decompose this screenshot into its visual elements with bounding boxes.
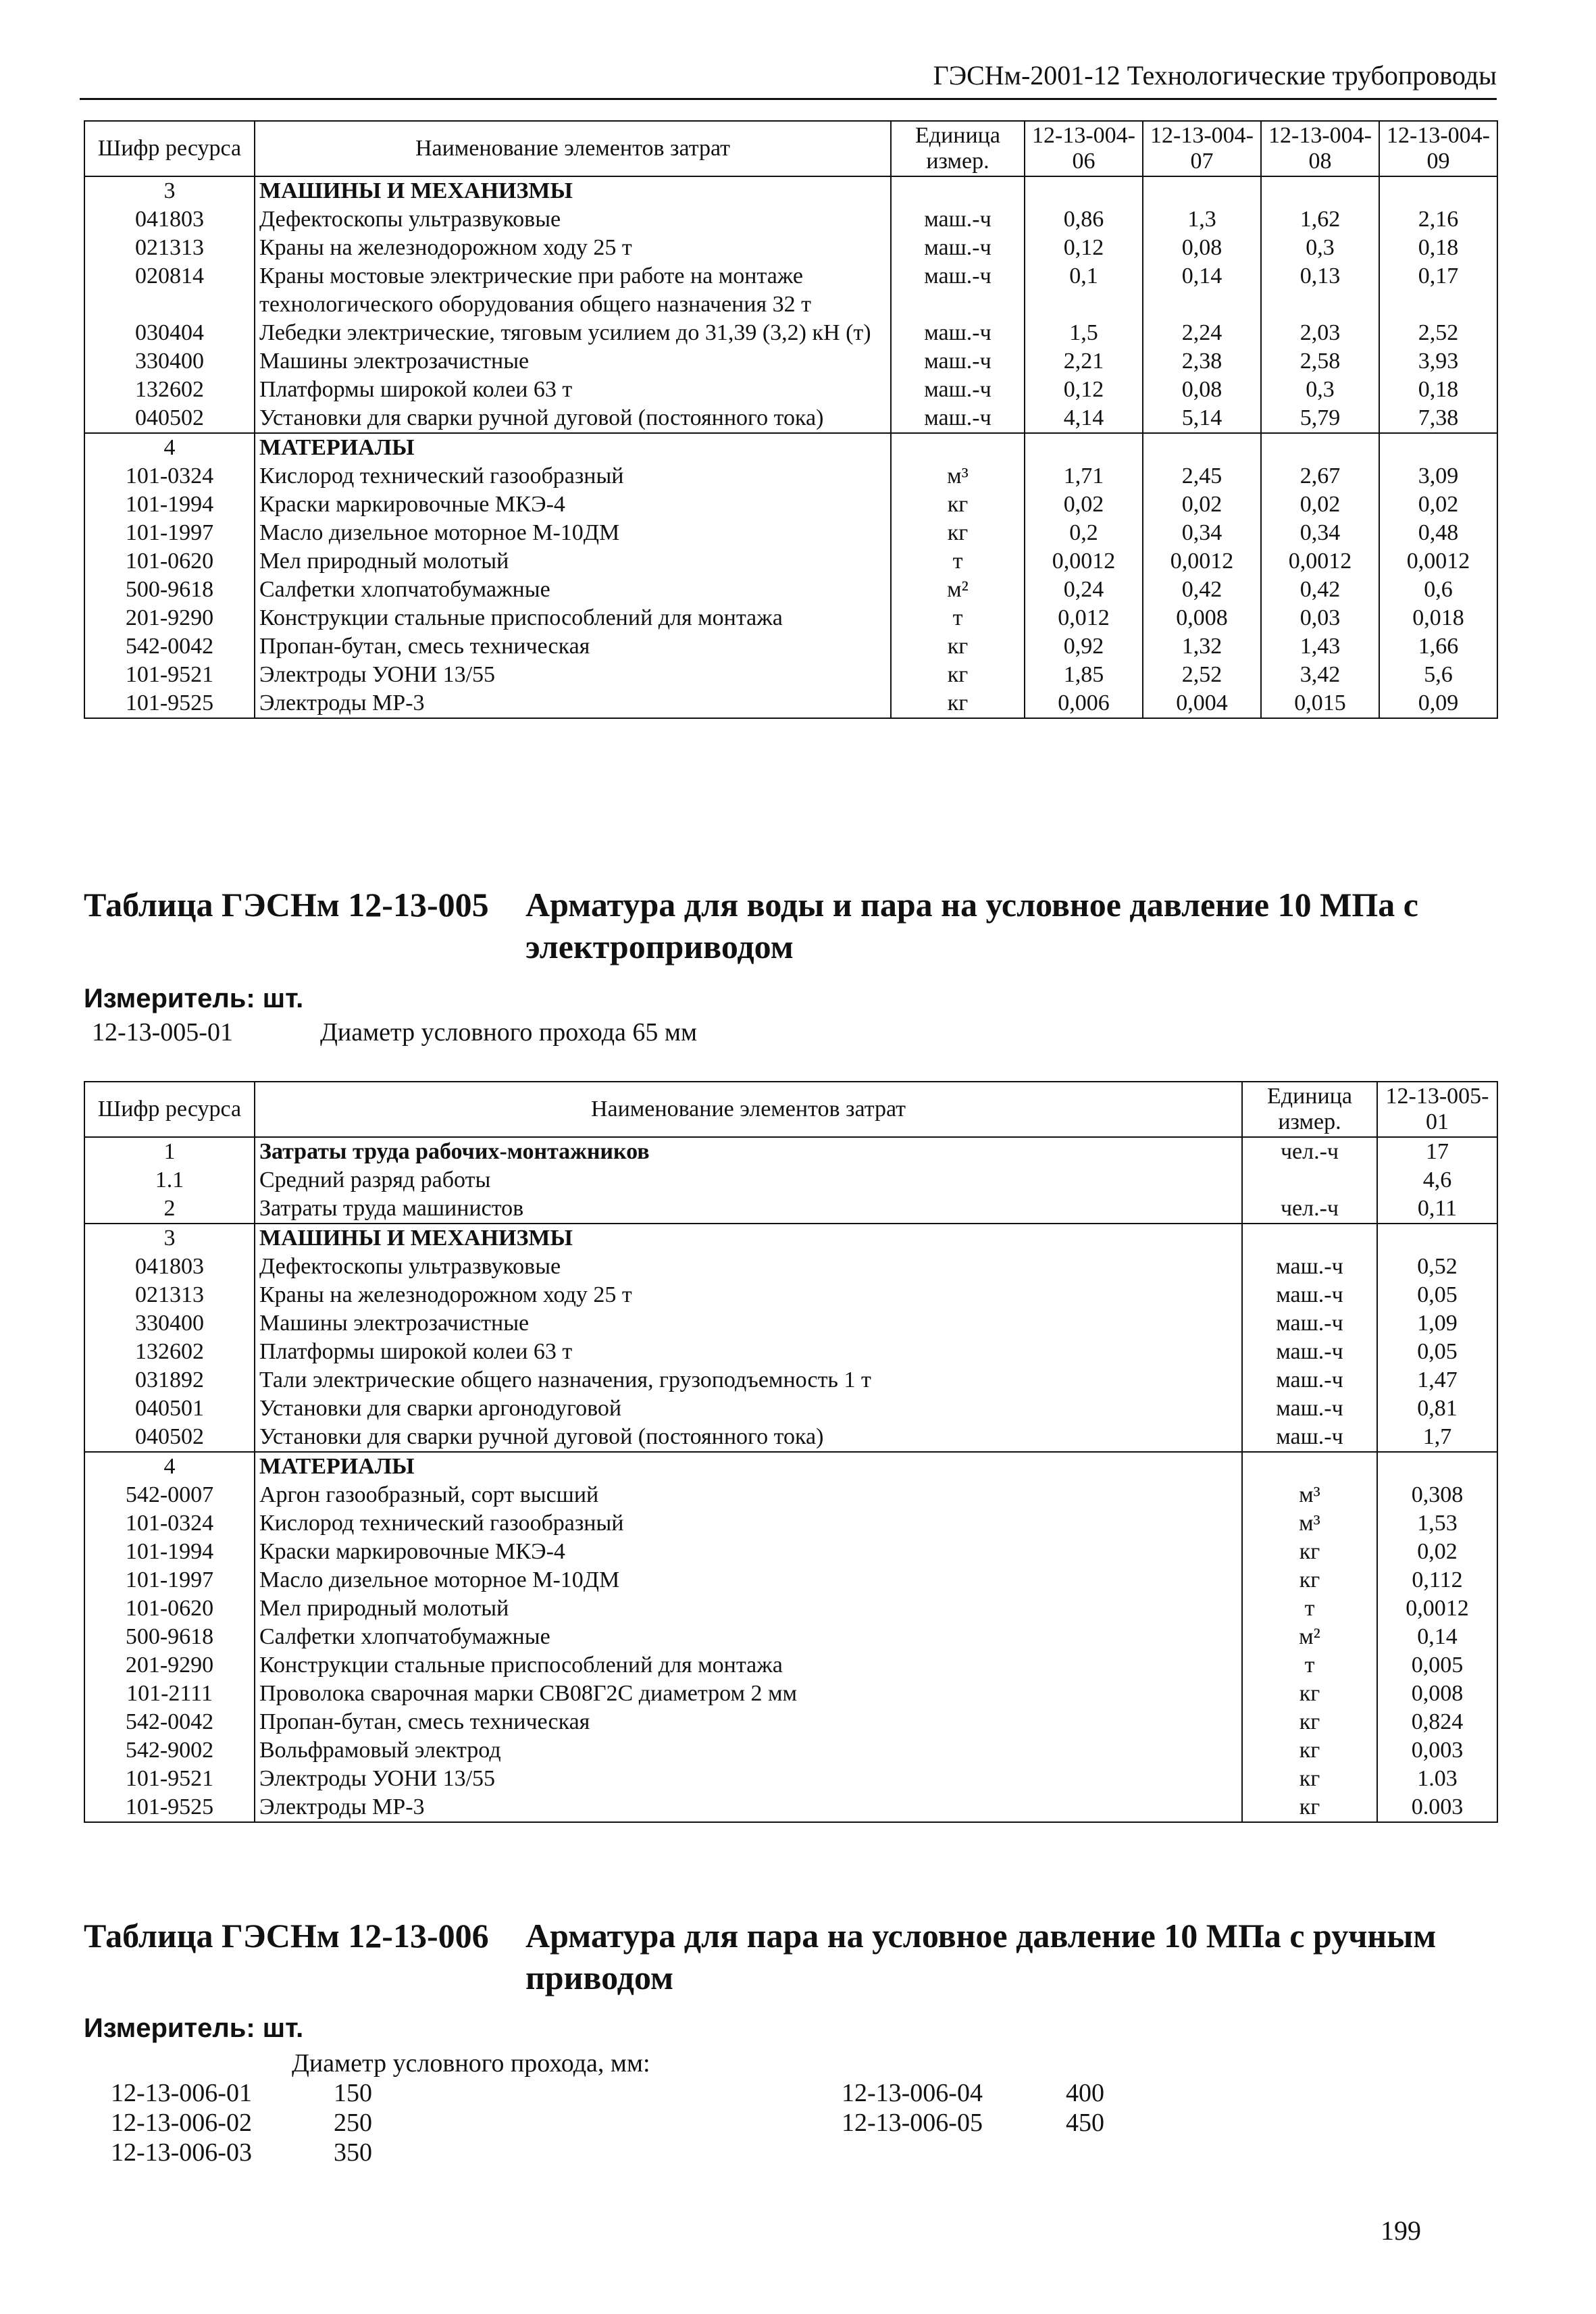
resource-code-cell: 101-9525 (84, 689, 255, 718)
resource-name-cell: Мел природный молотый (255, 1594, 1242, 1623)
unit-cell: кг (1242, 1708, 1377, 1736)
resource-name-cell: Конструкции стальные приспособлений для монтажа (255, 1651, 1242, 1680)
norm-value-cell: 0,52 (1377, 1253, 1497, 1281)
table-row (84, 1194, 1497, 1224)
unit-cell: т (891, 547, 1025, 576)
resource-code-cell: 101-1997 (84, 1566, 255, 1594)
col-header-norm: 12-13-004-08 (1261, 121, 1379, 176)
unit-cell: маш.-ч (1242, 1309, 1377, 1338)
item-code: 12-13-005-01 (92, 1018, 233, 1047)
norm-value-cell: 1,5 (1025, 319, 1143, 347)
unit-cell: кг (891, 632, 1025, 661)
table-row (84, 462, 1497, 491)
norm-value-cell: 0,6 (1379, 576, 1497, 604)
resource-name-cell: Проволока сварочная марки СВ08Г2С диаметром 2 мм (255, 1680, 1242, 1708)
resource-code-cell: 542-0042 (84, 1708, 255, 1736)
norm-value-cell (1143, 176, 1261, 205)
table-row (84, 1281, 1497, 1309)
resource-name-cell: Кислород технический газообразный (255, 462, 891, 491)
unit-cell: т (1242, 1594, 1377, 1623)
resource-name-cell: Затраты труда машинистов (255, 1194, 1242, 1224)
norm-value-cell: 2,67 (1261, 462, 1379, 491)
table-caption: Арматура для воды и пара на условное давление 10 МПа с электроприводом (525, 886, 1418, 965)
item-diameter: 150 (334, 2079, 372, 2107)
resource-name-cell: Аргон газообразный, сорт высший (255, 1481, 1242, 1509)
resource-name-cell: Дефектоскопы ультразвуковые (255, 205, 891, 234)
resource-name-cell: Масло дизельное моторное М-10ДМ (255, 519, 891, 547)
norm-value-cell: 0,005 (1377, 1651, 1497, 1680)
norm-value-cell: 0,008 (1377, 1680, 1497, 1708)
unit-cell: кг (1242, 1538, 1377, 1566)
norm-value-cell (1379, 433, 1497, 462)
unit-cell: м³ (891, 462, 1025, 491)
resource-code-cell: 2 (84, 1194, 255, 1224)
table-row (84, 576, 1497, 604)
norm-value-cell: 0,11 (1377, 1194, 1497, 1224)
item-diameter: 250 (334, 2109, 372, 2137)
norm-value-cell: 0,015 (1261, 689, 1379, 718)
table-row (84, 1137, 1497, 1166)
resource-name-cell: Дефектоскопы ультразвуковые (255, 1253, 1242, 1281)
resource-table-12-13-004 (84, 120, 1498, 719)
table-label: Таблица ГЭСНм 12-13-006 (84, 1917, 489, 1955)
norm-value-cell: 5,6 (1379, 661, 1497, 689)
norm-value-cell: 0,3 (1261, 376, 1379, 404)
norm-value-cell: 1,7 (1377, 1423, 1497, 1452)
item-code: 12-13-006-05 (842, 2109, 983, 2137)
item-diameter: 450 (1066, 2109, 1104, 2137)
unit-cell: маш.-ч (1242, 1366, 1377, 1394)
resource-code-cell: 031892 (84, 1366, 255, 1394)
norm-value-cell: 1.03 (1377, 1765, 1497, 1793)
norm-value-cell: 0,006 (1025, 689, 1143, 718)
norm-value-cell: 0,0012 (1377, 1594, 1497, 1623)
table-row (84, 1481, 1497, 1509)
norm-value-cell: 0,02 (1025, 491, 1143, 519)
table-row (84, 1166, 1497, 1194)
table-row (84, 661, 1497, 689)
norm-value-cell: 0,17 (1379, 262, 1497, 319)
resource-name-cell: Кислород технический газообразный (255, 1509, 1242, 1538)
norm-value-cell: 2,03 (1261, 319, 1379, 347)
resource-code-cell: 101-0620 (84, 547, 255, 576)
resource-code-cell: 101-0620 (84, 1594, 255, 1623)
resource-code-cell: 132602 (84, 376, 255, 404)
resource-code-cell: 542-9002 (84, 1736, 255, 1765)
resource-code-cell: 4 (84, 433, 255, 462)
norm-value-cell: 0,112 (1377, 1566, 1497, 1594)
resource-name-cell: Краски маркировочные МКЭ-4 (255, 491, 891, 519)
norm-value-cell: 0,0012 (1379, 547, 1497, 576)
norm-value-cell: 0,92 (1025, 632, 1143, 661)
resource-code-cell: 1.1 (84, 1166, 255, 1194)
table-row (84, 176, 1497, 205)
norm-value-cell: 0,09 (1379, 689, 1497, 718)
norm-value-cell: 0,14 (1143, 262, 1261, 319)
norm-value-cell: 0,008 (1143, 604, 1261, 632)
norm-value-cell: 1,43 (1261, 632, 1379, 661)
resource-name-cell: Машины электрозачистные (255, 1309, 1242, 1338)
unit-cell: кг (891, 689, 1025, 718)
resource-code-cell: 041803 (84, 1253, 255, 1281)
norm-value-cell: 17 (1377, 1137, 1497, 1166)
item-code: 12-13-006-03 (111, 2138, 252, 2167)
norm-value-cell: 0,02 (1377, 1538, 1497, 1566)
unit-cell (891, 433, 1025, 462)
resource-code-cell: 101-0324 (84, 462, 255, 491)
resource-code-cell: 101-1994 (84, 491, 255, 519)
norm-value-cell (1025, 176, 1143, 205)
resource-name-cell: Салфетки хлопчатобумажные (255, 1623, 1242, 1651)
resource-name-cell: МАТЕРИАЛЫ (255, 1452, 1242, 1481)
resource-name-cell: МАШИНЫ И МЕХАНИЗМЫ (255, 176, 891, 205)
table-row (84, 1338, 1497, 1366)
norm-value-cell: 1,71 (1025, 462, 1143, 491)
norm-value-cell: 0,13 (1261, 262, 1379, 319)
norm-value-cell: 7,38 (1379, 404, 1497, 433)
resource-name-cell: Масло дизельное моторное М-10ДМ (255, 1566, 1242, 1594)
norm-value-cell: 1,3 (1143, 205, 1261, 234)
col-header-code: Шифр ресурса (84, 1082, 255, 1137)
norm-value-cell: 0,02 (1379, 491, 1497, 519)
table-row (84, 689, 1497, 718)
norm-value-cell: 0.003 (1377, 1793, 1497, 1822)
unit-cell (1242, 1224, 1377, 1253)
col-header-norm: 12-13-004-07 (1143, 121, 1261, 176)
norm-value-cell: 1,85 (1025, 661, 1143, 689)
table-row (84, 404, 1497, 433)
unit-cell: кг (1242, 1680, 1377, 1708)
norm-value-cell: 0,42 (1261, 576, 1379, 604)
table-row (84, 1793, 1497, 1822)
norm-value-cell: 1,66 (1379, 632, 1497, 661)
unit-cell: м³ (1242, 1481, 1377, 1509)
resource-code-cell: 101-9525 (84, 1793, 255, 1822)
table-row (84, 1765, 1497, 1793)
norm-value-cell: 0,004 (1143, 689, 1261, 718)
resource-code-cell: 500-9618 (84, 576, 255, 604)
resource-name-cell: Машины электрозачистные (255, 347, 891, 376)
resource-code-cell: 020814 (84, 262, 255, 319)
unit-cell: кг (1242, 1765, 1377, 1793)
resource-table-12-13-005 (84, 1081, 1498, 1823)
norm-value-cell: 2,52 (1143, 661, 1261, 689)
resource-name-cell: Тали электрические общего назначения, грузоподъемность 1 т (255, 1366, 1242, 1394)
table-row (84, 1253, 1497, 1281)
norm-value-cell (1377, 1452, 1497, 1481)
norm-value-cell: 0,3 (1261, 234, 1379, 262)
resource-code-cell: 040502 (84, 404, 255, 433)
norm-value-cell: 0,12 (1025, 376, 1143, 404)
norm-value-cell: 1,09 (1377, 1309, 1497, 1338)
norm-value-cell: 0,824 (1377, 1708, 1497, 1736)
unit-cell: кг (891, 519, 1025, 547)
resource-name-cell: Конструкции стальные приспособлений для монтажа (255, 604, 891, 632)
resource-code-cell: 4 (84, 1452, 255, 1481)
resource-code-cell: 030404 (84, 319, 255, 347)
table-row (84, 1566, 1497, 1594)
unit-cell: маш.-ч (1242, 1338, 1377, 1366)
norm-value-cell: 0,18 (1379, 376, 1497, 404)
resource-name-cell: Установки для сварки ручной дуговой (постоянного тока) (255, 1423, 1242, 1452)
unit-cell: маш.-ч (1242, 1423, 1377, 1452)
resource-name-cell: Электроды МР-3 (255, 689, 891, 718)
unit-cell: маш.-ч (891, 319, 1025, 347)
resource-code-cell: 101-9521 (84, 1765, 255, 1793)
table-row (84, 519, 1497, 547)
norm-value-cell: 1,47 (1377, 1366, 1497, 1394)
table-row (84, 1708, 1497, 1736)
unit-cell: чел.-ч (1242, 1137, 1377, 1166)
table-row (84, 1224, 1497, 1253)
unit-cell: м³ (1242, 1509, 1377, 1538)
norm-value-cell: 2,24 (1143, 319, 1261, 347)
norm-value-cell: 0,1 (1025, 262, 1143, 319)
unit-cell: маш.-ч (891, 376, 1025, 404)
norm-value-cell: 0,02 (1261, 491, 1379, 519)
norm-value-cell: 0,2 (1025, 519, 1143, 547)
col-header-code: Шифр ресурса (84, 121, 255, 176)
resource-code-cell: 201-9290 (84, 1651, 255, 1680)
resource-name-cell: Электроды УОНИ 13/55 (255, 1765, 1242, 1793)
resource-code-cell: 330400 (84, 1309, 255, 1338)
resource-code-cell: 330400 (84, 347, 255, 376)
unit-cell: кг (891, 491, 1025, 519)
resource-name-cell: Платформы широкой колеи 63 т (255, 1338, 1242, 1366)
resource-code-cell: 021313 (84, 234, 255, 262)
norm-value-cell: 0,34 (1143, 519, 1261, 547)
unit-cell: чел.-ч (1242, 1194, 1377, 1224)
page-number: 199 (1381, 2215, 1421, 2246)
col-header-name: Наименование элементов затрат (255, 1082, 1242, 1137)
measure-unit: Измеритель: шт. (84, 984, 304, 1013)
col-header-unit: Единица измер. (891, 121, 1025, 176)
resource-name-cell: Электроды МР-3 (255, 1793, 1242, 1822)
diameter-caption: Диаметр условного прохода, мм: (292, 2049, 650, 2078)
table-row (84, 1594, 1497, 1623)
resource-code-cell: 132602 (84, 1338, 255, 1366)
norm-value-cell: 4,14 (1025, 404, 1143, 433)
unit-cell: маш.-ч (891, 234, 1025, 262)
item-diameter: 400 (1066, 2079, 1104, 2107)
resource-code-cell: 101-9521 (84, 661, 255, 689)
unit-cell: т (891, 604, 1025, 632)
col-header-norm: 12-13-004-06 (1025, 121, 1143, 176)
norm-value-cell: 0,0012 (1261, 547, 1379, 576)
unit-cell: кг (1242, 1566, 1377, 1594)
item-diameter: 350 (334, 2138, 372, 2167)
norm-value-cell: 5,79 (1261, 404, 1379, 433)
unit-cell: кг (1242, 1736, 1377, 1765)
norm-value-cell: 0,308 (1377, 1481, 1497, 1509)
unit-cell: т (1242, 1651, 1377, 1680)
item-code: 12-13-006-01 (111, 2079, 252, 2107)
norm-value-cell: 0,03 (1261, 604, 1379, 632)
resource-name-cell: Установки для сварки ручной дуговой (постоянного тока) (255, 404, 891, 433)
unit-cell: маш.-ч (891, 404, 1025, 433)
col-header-norm: 12-13-004-09 (1379, 121, 1497, 176)
norm-value-cell: 3,09 (1379, 462, 1497, 491)
norm-value-cell: 0,48 (1379, 519, 1497, 547)
resource-code-cell: 542-0007 (84, 1481, 255, 1509)
table-row (84, 1366, 1497, 1394)
resource-name-cell: Платформы широкой колеи 63 т (255, 376, 891, 404)
col-header-unit: Единица измер. (1242, 1082, 1377, 1137)
table-row (84, 1394, 1497, 1423)
resource-code-cell: 1 (84, 1137, 255, 1166)
table-row (84, 1452, 1497, 1481)
resource-name-cell: МАТЕРИАЛЫ (255, 433, 891, 462)
resource-name-cell: Электроды УОНИ 13/55 (255, 661, 891, 689)
norm-value-cell: 2,38 (1143, 347, 1261, 376)
item-code: 12-13-006-04 (842, 2079, 983, 2107)
table-label: Таблица ГЭСНм 12-13-005 (84, 886, 489, 924)
resource-name-cell: Салфетки хлопчатобумажные (255, 576, 891, 604)
item-description: Диаметр условного прохода 65 мм (320, 1018, 697, 1047)
resource-code-cell: 021313 (84, 1281, 255, 1309)
table-row (84, 1423, 1497, 1452)
norm-value-cell: 0,012 (1025, 604, 1143, 632)
norm-value-cell: 0,02 (1143, 491, 1261, 519)
norm-value-cell: 0,42 (1143, 576, 1261, 604)
norm-value-cell: 3,93 (1379, 347, 1497, 376)
unit-cell: маш.-ч (1242, 1281, 1377, 1309)
norm-value-cell: 0,86 (1025, 205, 1143, 234)
norm-value-cell (1025, 433, 1143, 462)
norm-value-cell: 0,08 (1143, 234, 1261, 262)
unit-cell: маш.-ч (1242, 1253, 1377, 1281)
resource-name-cell: Средний разряд работы (255, 1166, 1242, 1194)
norm-value-cell (1261, 176, 1379, 205)
resource-code-cell: 500-9618 (84, 1623, 255, 1651)
resource-name-cell: Лебедки электрические, тяговым усилием до 31,39 (3,2) кН (т) (255, 319, 891, 347)
unit-cell: м² (1242, 1623, 1377, 1651)
norm-value-cell: 0,0012 (1143, 547, 1261, 576)
norm-value-cell: 5,14 (1143, 404, 1261, 433)
col-header-name: Наименование элементов затрат (255, 121, 891, 176)
norm-value-cell: 0,05 (1377, 1338, 1497, 1366)
norm-value-cell: 1,32 (1143, 632, 1261, 661)
resource-code-cell: 542-0042 (84, 632, 255, 661)
table-row (84, 262, 1497, 319)
resource-name-cell: Вольфрамовый электрод (255, 1736, 1242, 1765)
unit-cell: м² (891, 576, 1025, 604)
unit-cell (891, 176, 1025, 205)
measure-unit: Измеритель: шт. (84, 2013, 304, 2043)
resource-name-cell: Краны на железнодорожном ходу 25 т (255, 234, 891, 262)
norm-value-cell: 0,05 (1377, 1281, 1497, 1309)
resource-name-cell: Краны мостовые электрические при работе на монтаже технологического оборудования общего назначения 32 т (255, 262, 891, 319)
unit-cell: маш.-ч (891, 262, 1025, 319)
table-row (84, 1736, 1497, 1765)
table-row (84, 347, 1497, 376)
resource-name-cell: Мел природный молотый (255, 547, 891, 576)
norm-value-cell: 0,003 (1377, 1736, 1497, 1765)
resource-code-cell: 041803 (84, 205, 255, 234)
norm-value-cell: 3,42 (1261, 661, 1379, 689)
table-row (84, 1538, 1497, 1566)
resource-code-cell: 040501 (84, 1394, 255, 1423)
norm-value-cell: 0,81 (1377, 1394, 1497, 1423)
norm-value-cell: 1,53 (1377, 1509, 1497, 1538)
col-header-norm: 12-13-005-01 (1377, 1082, 1497, 1137)
unit-cell (1242, 1166, 1377, 1194)
resource-name-cell: Затраты труда рабочих-монтажников (255, 1137, 1242, 1166)
resource-code-cell: 201-9290 (84, 604, 255, 632)
resource-code-cell: 3 (84, 1224, 255, 1253)
resource-code-cell: 101-0324 (84, 1509, 255, 1538)
table-row (84, 205, 1497, 234)
norm-value-cell (1261, 433, 1379, 462)
unit-cell: кг (1242, 1793, 1377, 1822)
table-row (84, 234, 1497, 262)
table-caption: Арматура для пара на условное давление 10 МПа с ручным приводом (525, 1917, 1437, 1996)
table-row (84, 319, 1497, 347)
norm-value-cell: 0,18 (1379, 234, 1497, 262)
norm-value-cell: 1,62 (1261, 205, 1379, 234)
resource-name-cell: Установки для сварки аргонодуговой (255, 1394, 1242, 1423)
resource-name-cell: МАШИНЫ И МЕХАНИЗМЫ (255, 1224, 1242, 1253)
norm-value-cell: 0,34 (1261, 519, 1379, 547)
resource-code-cell: 101-1994 (84, 1538, 255, 1566)
norm-value-cell (1143, 433, 1261, 462)
table-row (84, 376, 1497, 404)
table-row (84, 1680, 1497, 1708)
unit-cell: маш.-ч (891, 205, 1025, 234)
table-row (84, 1651, 1497, 1680)
running-header: ГЭСНм-2001-12 Технологические трубопроводы (80, 59, 1497, 100)
resource-code-cell: 101-1997 (84, 519, 255, 547)
resource-code-cell: 040502 (84, 1423, 255, 1452)
table-row (84, 1309, 1497, 1338)
norm-value-cell: 0,12 (1025, 234, 1143, 262)
norm-value-cell: 2,58 (1261, 347, 1379, 376)
norm-value-cell (1379, 176, 1497, 205)
table-row (84, 632, 1497, 661)
norm-value-cell: 0,0012 (1025, 547, 1143, 576)
norm-value-cell: 2,52 (1379, 319, 1497, 347)
table-row (84, 491, 1497, 519)
unit-cell: маш.-ч (891, 347, 1025, 376)
item-code: 12-13-006-02 (111, 2109, 252, 2137)
norm-value-cell: 0,24 (1025, 576, 1143, 604)
resource-name-cell: Пропан-бутан, смесь техническая (255, 632, 891, 661)
norm-value-cell: 2,45 (1143, 462, 1261, 491)
unit-cell: маш.-ч (1242, 1394, 1377, 1423)
norm-value-cell: 0,018 (1379, 604, 1497, 632)
table-row (84, 433, 1497, 462)
norm-value-cell: 0,08 (1143, 376, 1261, 404)
table-row (84, 547, 1497, 576)
table-row (84, 1509, 1497, 1538)
norm-value-cell: 2,16 (1379, 205, 1497, 234)
table-row (84, 1623, 1497, 1651)
unit-cell (1242, 1452, 1377, 1481)
table-row (84, 604, 1497, 632)
norm-value-cell (1377, 1224, 1497, 1253)
norm-value-cell: 2,21 (1025, 347, 1143, 376)
norm-value-cell: 0,14 (1377, 1623, 1497, 1651)
resource-name-cell: Пропан-бутан, смесь техническая (255, 1708, 1242, 1736)
resource-code-cell: 101-2111 (84, 1680, 255, 1708)
resource-name-cell: Краны на железнодорожном ходу 25 т (255, 1281, 1242, 1309)
norm-value-cell: 4,6 (1377, 1166, 1497, 1194)
resource-name-cell: Краски маркировочные МКЭ-4 (255, 1538, 1242, 1566)
resource-code-cell: 3 (84, 176, 255, 205)
unit-cell: кг (891, 661, 1025, 689)
